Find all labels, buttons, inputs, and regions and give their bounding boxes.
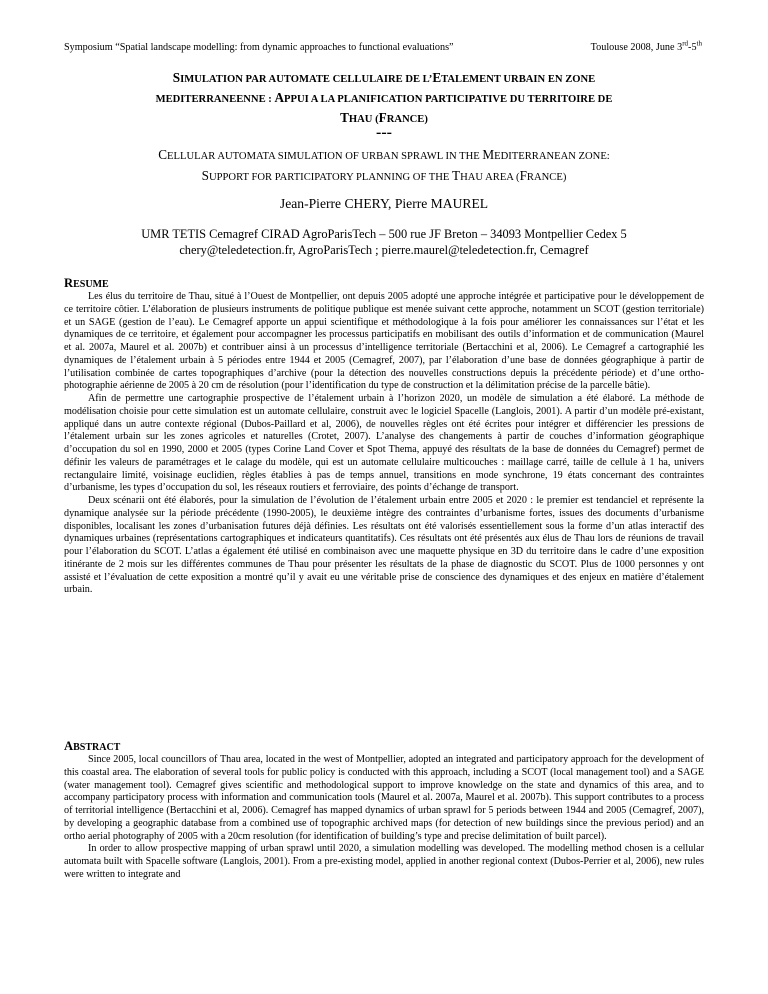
resume-body: [64, 291, 704, 597]
paragraph: Deux scénarii ont été élaborés, pour la simulation de l’évolution de l’étalement urbain entre 2005 et 2020 : le premier est tendanciel et représente la dynamique analysée sur la période précédente (1990-2005), le deuxième intègre des contraintes d’urbanisme fortes, issues des documents d’urbanisme disponibles, localisant les zones d’urbanisation futures déjà définies. Les résultats ont été valorisés essentiellement sous la forme d’un atlas interactif des dynamiques urbaines (représentations cartographiques et indicateurs quantitatifs). Ces résultats ont été présentés aux élus de Thau lors de réunions de travail pour l’élaboration du SCOT. L’atlas a également été utilisé en combinaison avec une maquette physique en 3D du territoire dans le cadre d’une exposition itinérante de 2 mois sur les différentes communes de Thau pour présenter les résultats de la phase de diagnostic du SCOT. Plus de 1000 personnes y ont assisté et l’évaluation de cette exposition a montré qu’il y avait eu une véritable prise de conscience des dynamiques et des enjeux en matière d’étalement urbain.: [64, 495, 704, 596]
header-date: Toulouse 2008, June 3rd-5th: [590, 39, 702, 53]
affiliation-emails: chery@teledetection.fr, AgroParisTech ; pierre.maurel@teledetection.fr, Cemagref: [179, 243, 589, 257]
paragraph: Since 2005, local councillors of Thau area, located in the west of Montpellier, adopted an integrated and participatory approach for the development of this coastal area. The elaboration of several tools for public policy is conducted with this approach, including a SCOT (local management tool) and a SAGE (water management tool). Cemagref gives scientific and methodological support to improve knowledge on the state and dynamics of this area, and to accompany participatory process with information and communication tools (Maurel et al. 2007a, Maurel et al. 2007b). This support contributes to a process of territorial intelligence (Bertacchini et al, 2006). Cemagref has mapped dynamics of urban sprawl for 5 periods between 1944 and 2005 (Cemagref, 2007), by developing a geographic database from a combined use of topographic archived maps (for detection of new buildings since the previous period) and an ortho aerial photography of 2005 with a 20cm resolution (for identification of building’s type and precise delimitation of built parcel).: [64, 754, 704, 842]
running-header: [64, 41, 704, 55]
affiliation-address: UMR TETIS Cemagref CIRAD AgroParisTech – 500 rue JF Breton – 34093 Montpellier Cedex 5: [141, 227, 627, 241]
abstract-body: [64, 754, 704, 882]
paragraph: Les élus du territoire de Thau, situé à l’Ouest de Montpellier, ont depuis 2005 adopté une approche intégrée et participative pour le développement de ce territoire côtier. L’élaboration de plusieurs instruments de politique publique est menée suivant cette approche, notamment un SCOT (gestion territoriale) et un SAGE (gestion de l’eau). Le Cemagref apporte un appui scientifique et méthodologique à la fois pour améliorer les connaissances sur l’état et les dynamiques de ce territoire, et également pour accompagner les processus participatifs en mobilisant des outils d’information et de communication (Maurel et al. 2007a, Maurel et al. 2007b) et contribuer ainsi à un processus d’intelligence territoriale (Bertacchini et al, 2006). Le Cemagref a cartographié les dynamiques de l’étalement urbain à 5 périodes entre 1944 et 2005 (Cemagref, 2007), par l’élaboration d’une base de données géographique à partir de l’utilisation combinée de cartes topographiques d’archive (pour la détection des nouvelles constructions depuis la précédente période) et d’une ortho-photographie aérienne de 2005 à 20 cm de résolution (pour l’identification du type de construction et la délimitation précise de la parcelle bâtie).: [64, 291, 704, 392]
authors: Jean-Pierre CHERY, Pierre MAUREL: [279, 196, 489, 211]
section-title-abstract: ABSTRACT: [64, 739, 121, 753]
title-english: CELLULAR AUTOMATA SIMULATION OF URBAN SPRAWL IN THE MEDITERRANEAN ZONE: SUPPORT FOR PARTICIPATORY PLANNING OF THE THAU AREA (FRANCE): [158, 147, 610, 183]
paragraph: Afin de permettre une cartographie prospective de l’étalement urbain à l’horizon 2020, un modèle de simulation a été élaboré. La méthode de modélisation choisie pour cette simulation est un automate cellulaire, construit avec le logiciel Spacelle (Langlois, 2001). A partir d’un modèle pré-existant, appliqué dans un autre contexte régional (Dubos-Paillard et al, 2006), de nouvelles règles ont été écrites pour intégrer et différencier les pressions de l’étalement urbain sur les zones agricoles et naturelles (Crotet, 2007). L’analyse des changements à partir de couches d’information géographique d’occupation du sol en 1990, 2000 et 2005 (types Corine Land Cover et Spot Thema, appuyé des résultats de la base de données du Cemagref) permet de définir les valeurs de paramétrages et le calage du modèle, qui est un automate cellulaire multicouches : maillage carré, taille de cellule à 1 ha, univers rectangulaire limité, voisinage euclidien, règles établies à pas de temps annuel, transitions en mode synchrone, 19 états concernant des contraintes d’urbanisme, les types d’occupation du sol, les réseaux routiers et ferroviaire, des points d’échange de transport.: [64, 393, 704, 494]
section-title-resume: RESUME: [64, 276, 109, 290]
title-separator: ---: [376, 124, 392, 141]
header-conference: Symposium “Spatial landscape modelling: from dynamic approaches to functional evaluations”: [64, 42, 454, 53]
paragraph: In order to allow prospective mapping of urban sprawl until 2020, a simulation modelling was developed. The modelling method chosen is a cellular automata built with Spacelle software (Langlois, 2001). From a pre-existing model, applied in another regional context (Dubos-Perrier et al, 2006), new rules were written to integrate and: [64, 843, 704, 880]
affiliation: [60, 226, 708, 258]
title-french: SIMULATION PAR AUTOMATE CELLULAIRE DE L’ETALEMENT URBAIN EN ZONE MEDITERRANEENNE : APPUI A LA PLANIFICATION PARTICIPATIVE DU TERRITOIRE DE THAU (FRANCE): [155, 70, 613, 125]
